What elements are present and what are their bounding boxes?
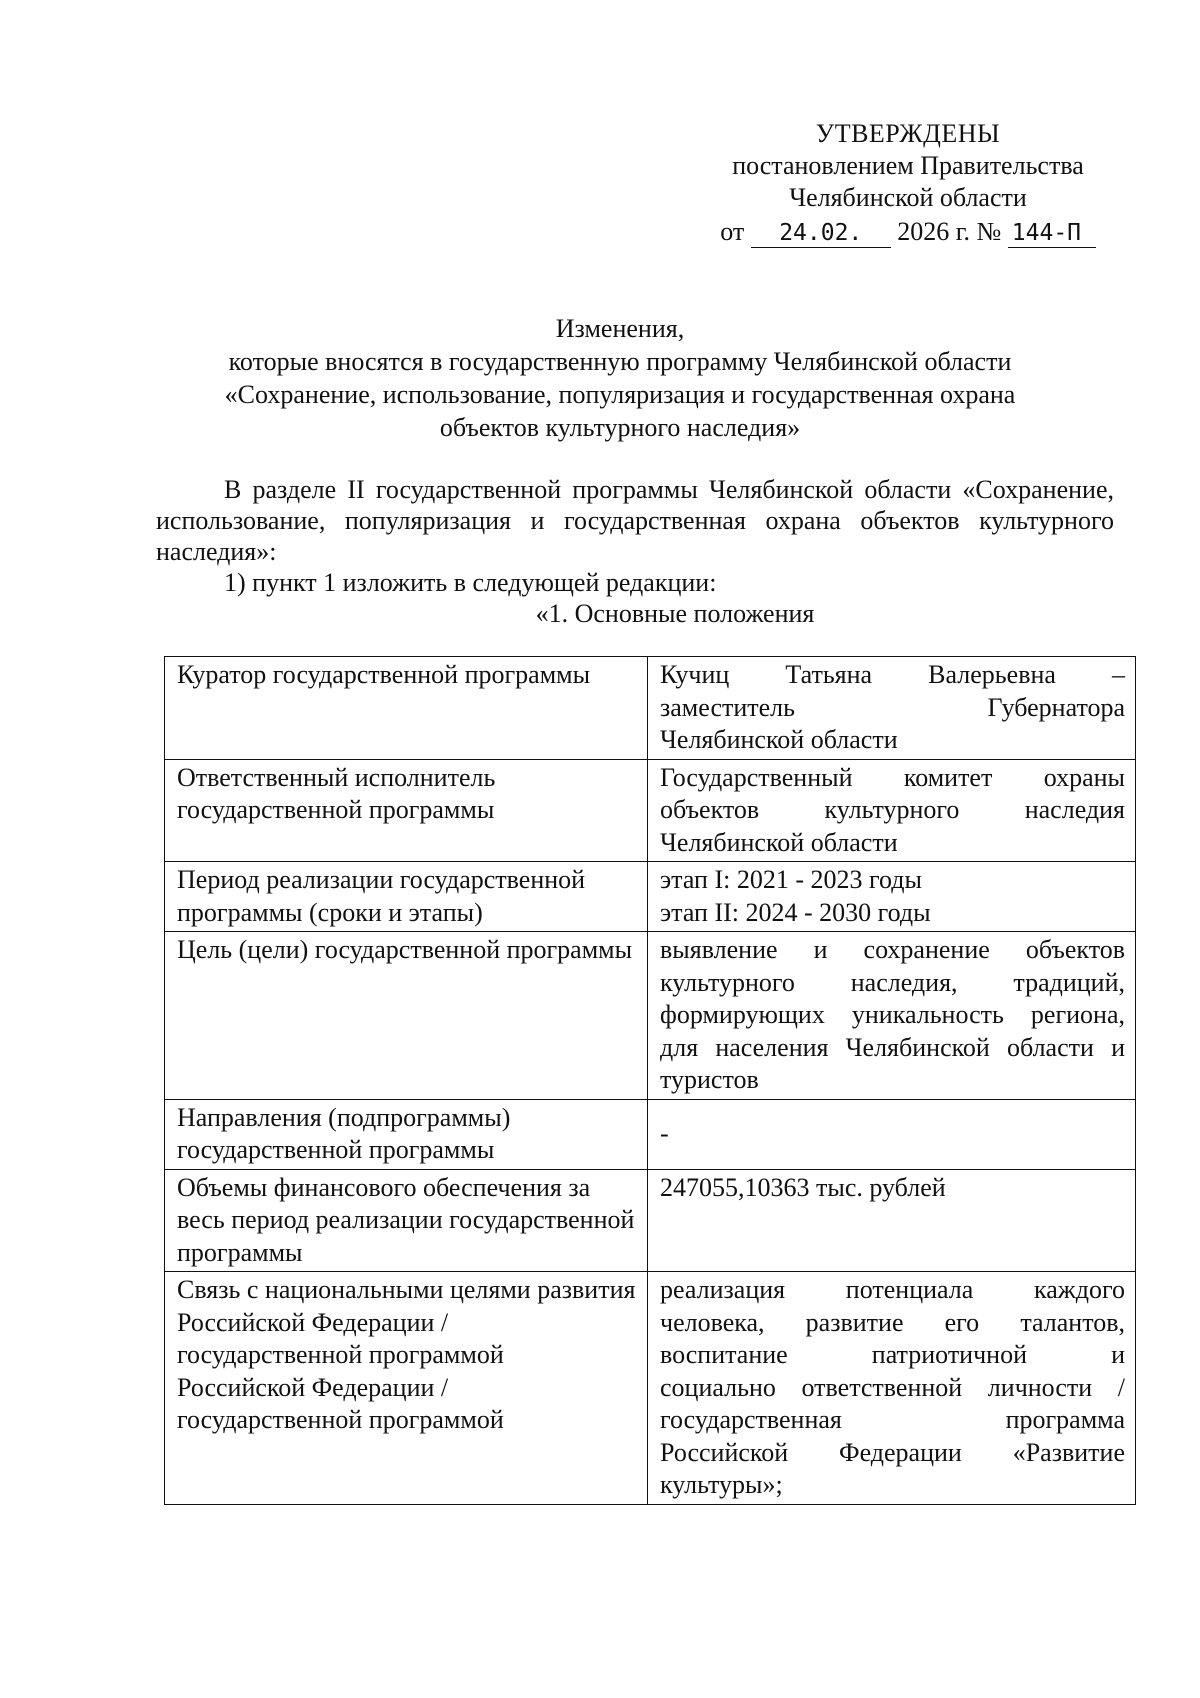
row-label: Объемы финансового обеспечения за весь период реализации государственной программы [165,1169,648,1272]
table-row [165,1169,1136,1272]
approval-line-1: постановлением Правительства [732,151,1084,180]
value-line: Челябинской области [660,827,898,857]
row-value [648,759,1136,862]
row-value [648,1272,1136,1505]
value-line: туристов [660,1065,759,1094]
table-row [165,657,1136,760]
approval-number: 144-П [1008,219,1096,248]
table-row [165,759,1136,862]
document-heading [150,312,1090,444]
value-line: 247055,10363 тыс. рублей [660,1172,946,1202]
table-row [165,862,1136,932]
value-line: государственная программа [660,1405,1125,1434]
row-label: Куратор государственной программы [165,657,648,760]
row-label: Цель (цели) государственной программы [165,932,648,1100]
date-prefix: от [720,217,745,246]
value-line: воспитание патриотичной и [660,1340,1125,1369]
value-line: Кучиц Татьяна Валерьевна – [660,660,1125,689]
value-line: Российской Федерации «Развитие [660,1437,1125,1467]
value-line: Челябинской области [660,725,898,754]
heading-line-3: «Сохранение, использование, популяризация и государственная охрана [224,380,1016,409]
row-label: Период реализации государственной программы (сроки и этапы) [165,862,648,932]
row-label: Ответственный исполнитель государственной программы [165,759,648,862]
value-line: - [660,1118,669,1148]
row-value [648,932,1136,1100]
row-label: Направления (подпрограммы) государственной программы [165,1099,648,1169]
item-1: 1) пункт 1 изложить в следующей редакции: [224,568,717,597]
table-row [165,1272,1136,1505]
value-line: реализация потенциала каждого [660,1275,1125,1304]
row-label: Связь с национальными целями развития Российской Федерации / государственной программой Российской Федерации / государственной программой [165,1272,648,1505]
heading-line-1: Изменения, [555,314,685,343]
value-line: формирующих уникальность региона, [660,1000,1125,1029]
row-value [648,862,1136,932]
approval-date: 24.02. [751,219,891,248]
value-line: социально ответственной личности / [660,1372,1125,1402]
document-body [156,474,1114,629]
program-passport-table [164,656,1136,1505]
intro-paragraph: В разделе II государственной программы Челябинской области «Сохранение, использование, популяризация и государственная охрана объектов культурного наследия»: [156,475,1114,566]
approval-stamp [718,118,1098,248]
value-line: культурного наследия, традиций, [660,967,1125,997]
heading-line-4: объектов культурного наследия» [439,413,801,442]
section-title: «1. Основные положения [535,599,815,628]
value-line: человека, развитие его талантов, [660,1307,1125,1337]
value-line: заместитель Губернатора [660,692,1125,722]
row-value [648,1169,1136,1272]
approval-title: УТВЕРЖДЕНЫ [815,119,1001,148]
approval-year: 2026 г. № [897,217,1002,246]
value-line: Государственный комитет охраны [660,762,1125,792]
row-value [648,1099,1136,1169]
approval-date-line [718,216,1098,248]
value-line: этап II: 2024 - 2030 годы [660,897,931,927]
table-row [165,932,1136,1100]
approval-line-2: Челябинской области [789,183,1027,212]
value-line: выявление и сохранение объектов [660,935,1125,964]
value-line: культуры»; [660,1470,783,1499]
row-value [648,657,1136,760]
table-row [165,1099,1136,1169]
value-line: этап I: 2021 - 2023 годы [660,865,922,894]
heading-line-2: которые вносятся в государственную программу Челябинской области [228,347,1012,376]
value-line: объектов культурного наследия [660,795,1125,824]
value-line: для населения Челябинской области и [660,1032,1125,1062]
